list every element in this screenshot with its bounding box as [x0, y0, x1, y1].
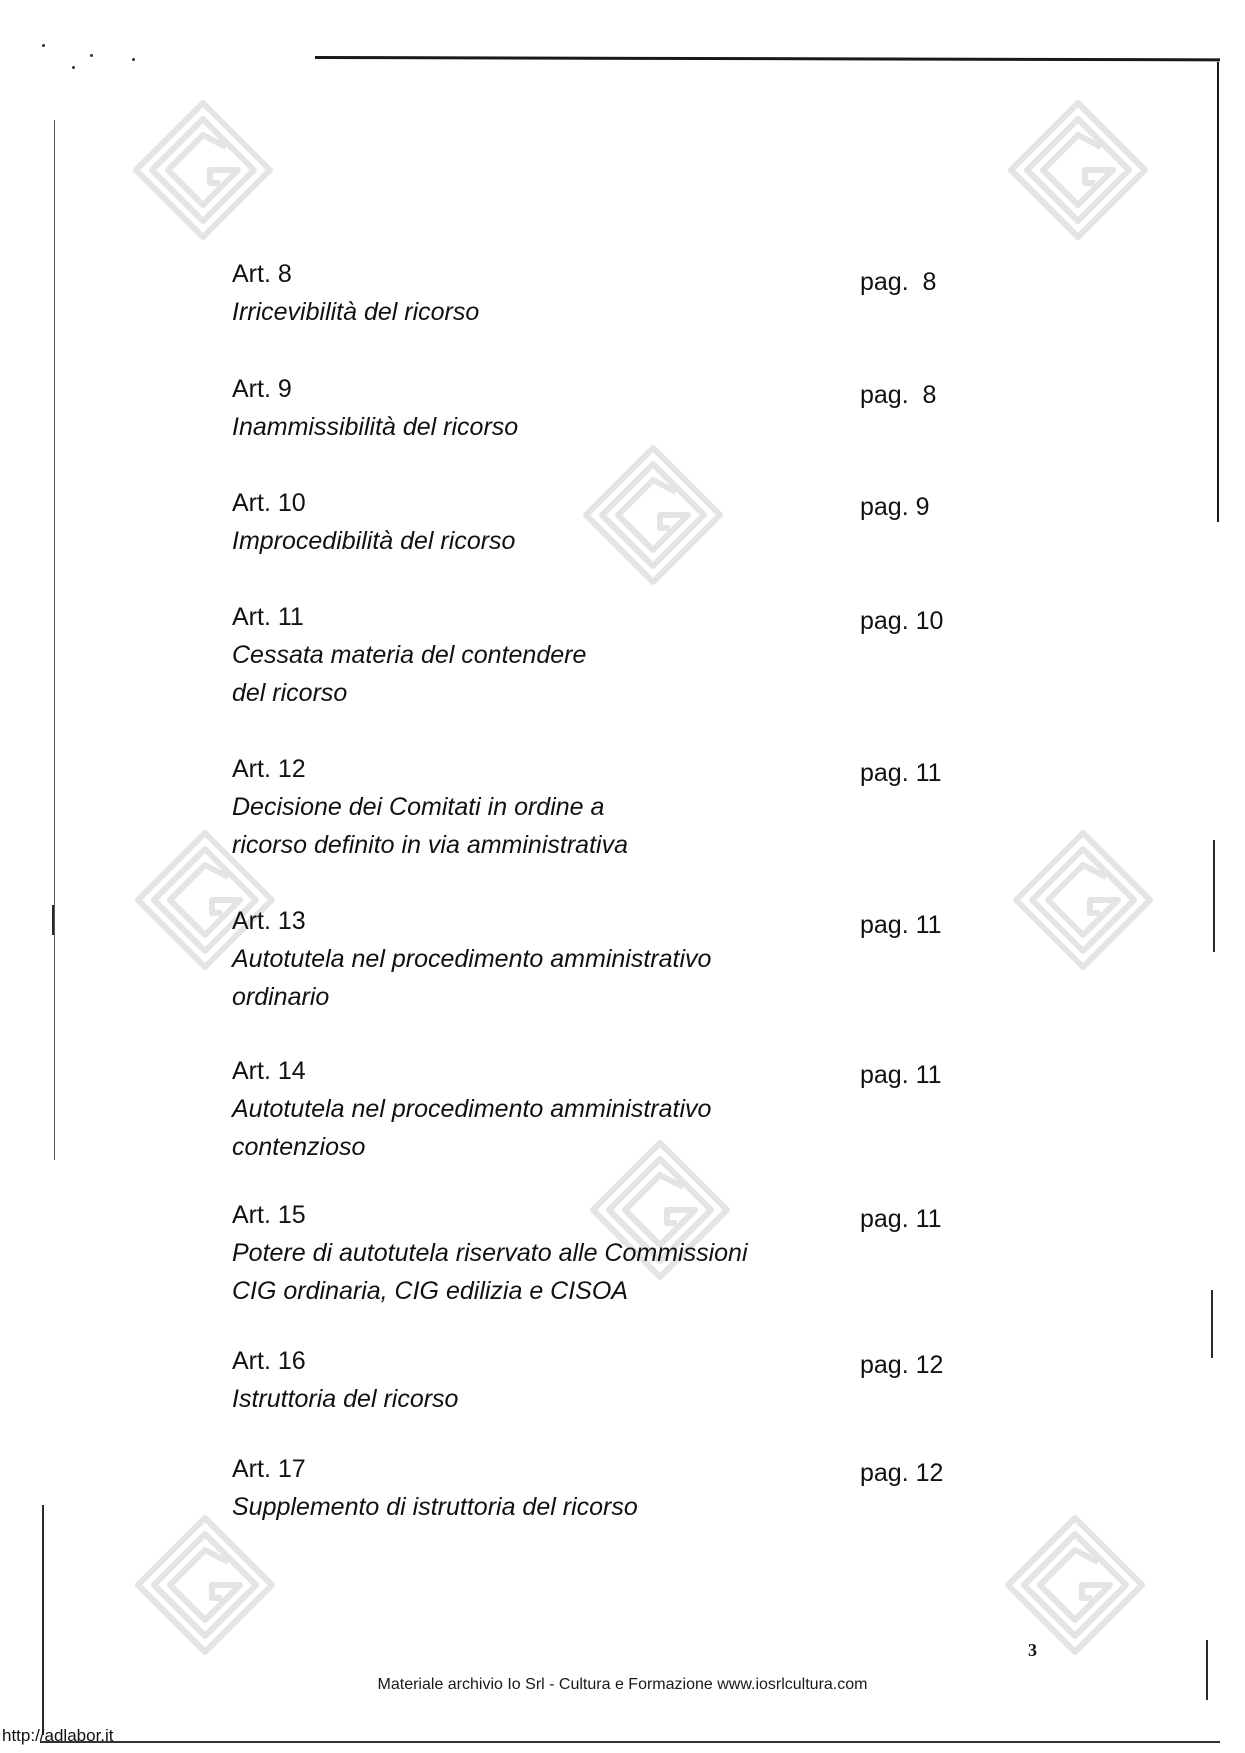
page-reference: pag. 9 [860, 493, 930, 521]
toc-entry-art-16 [232, 1342, 992, 1418]
site-url-link[interactable]: http://adlabor.it [2, 1726, 114, 1745]
page-reference: pag. 11 [860, 911, 942, 939]
page-reference: pag. 12 [860, 1459, 944, 1487]
article-title: Autotutela nel procedimento amministrativo [232, 945, 712, 973]
toc-entry-art-10 [232, 484, 992, 560]
page-reference: pag. 8 [860, 381, 937, 409]
left-edge-mark [52, 905, 54, 935]
article-number: Art. 12 [232, 755, 306, 783]
page-reference: pag. 10 [860, 607, 944, 635]
article-number: Art. 8 [232, 260, 292, 288]
toc-entry-art-13 [232, 902, 992, 1016]
article-number: Art. 9 [232, 375, 292, 403]
top-border-line [315, 56, 1220, 61]
article-title-continuation: del ricorso [232, 679, 348, 707]
toc-entry-art-11 [232, 598, 992, 712]
toc-entry-art-12 [232, 750, 992, 864]
toc-entry-art-15 [232, 1196, 992, 1310]
article-title: Istruttoria del ricorso [232, 1385, 459, 1413]
article-title-continuation: ricorso definito in via amministrativa [232, 831, 628, 859]
article-title: Irricevibilità del ricorso [232, 298, 480, 326]
right-edge-mark [1213, 840, 1215, 952]
article-number: Art. 17 [232, 1455, 306, 1483]
page-reference: pag. 11 [860, 1205, 942, 1233]
article-title: Autotutela nel procedimento amministrativo [232, 1095, 712, 1123]
toc-entry-art-8 [232, 255, 992, 331]
scan-speck [132, 58, 135, 61]
page-number: 3 [1028, 1640, 1037, 1660]
article-title-continuation: CIG ordinaria, CIG edilizia e CISOA [232, 1277, 628, 1305]
article-title: Supplemento di istruttoria del ricorso [232, 1493, 638, 1521]
article-title: Cessata materia del contendere [232, 641, 587, 669]
page-reference: pag. 11 [860, 1061, 942, 1089]
watermark-logo-icon [130, 1510, 280, 1660]
watermark-logo-icon [128, 95, 278, 245]
article-title: Improcedibilità del ricorso [232, 527, 516, 555]
left-edge-line [54, 120, 55, 1160]
article-title-continuation: ordinario [232, 983, 330, 1011]
bottom-border-line [40, 1741, 1220, 1743]
scan-speck [72, 66, 75, 69]
footer-text: Materiale archivio Io Srl - Cultura e Formazione www.iosrlcultura.com [377, 1676, 868, 1693]
scan-speck [90, 54, 93, 57]
article-number: Art. 14 [232, 1057, 306, 1085]
watermark-logo-icon [1000, 1510, 1150, 1660]
scan-speck [42, 44, 45, 47]
article-title: Decisione dei Comitati in ordine a [232, 793, 605, 821]
article-number: Art. 15 [232, 1201, 306, 1229]
right-border-line [1217, 62, 1219, 522]
left-edge-mark [42, 1505, 44, 1735]
article-number: Art. 10 [232, 489, 306, 517]
toc-entry-art-17 [232, 1450, 992, 1526]
toc-entry-art-14 [232, 1052, 992, 1166]
page-reference: pag. 12 [860, 1351, 944, 1379]
right-edge-mark [1211, 1290, 1213, 1358]
article-title: Potere di autotutela riservato alle Commissioni [232, 1239, 748, 1267]
toc-entry-art-9 [232, 370, 992, 446]
article-number: Art. 16 [232, 1347, 306, 1375]
watermark-logo-icon [1003, 95, 1153, 245]
article-number: Art. 11 [232, 603, 304, 631]
page-reference: pag. 8 [860, 268, 937, 296]
article-number: Art. 13 [232, 907, 306, 935]
article-title: Inammissibilità del ricorso [232, 413, 519, 441]
watermark-logo-icon [1008, 825, 1158, 975]
page-reference: pag. 11 [860, 759, 942, 787]
article-title-continuation: contenzioso [232, 1133, 366, 1161]
